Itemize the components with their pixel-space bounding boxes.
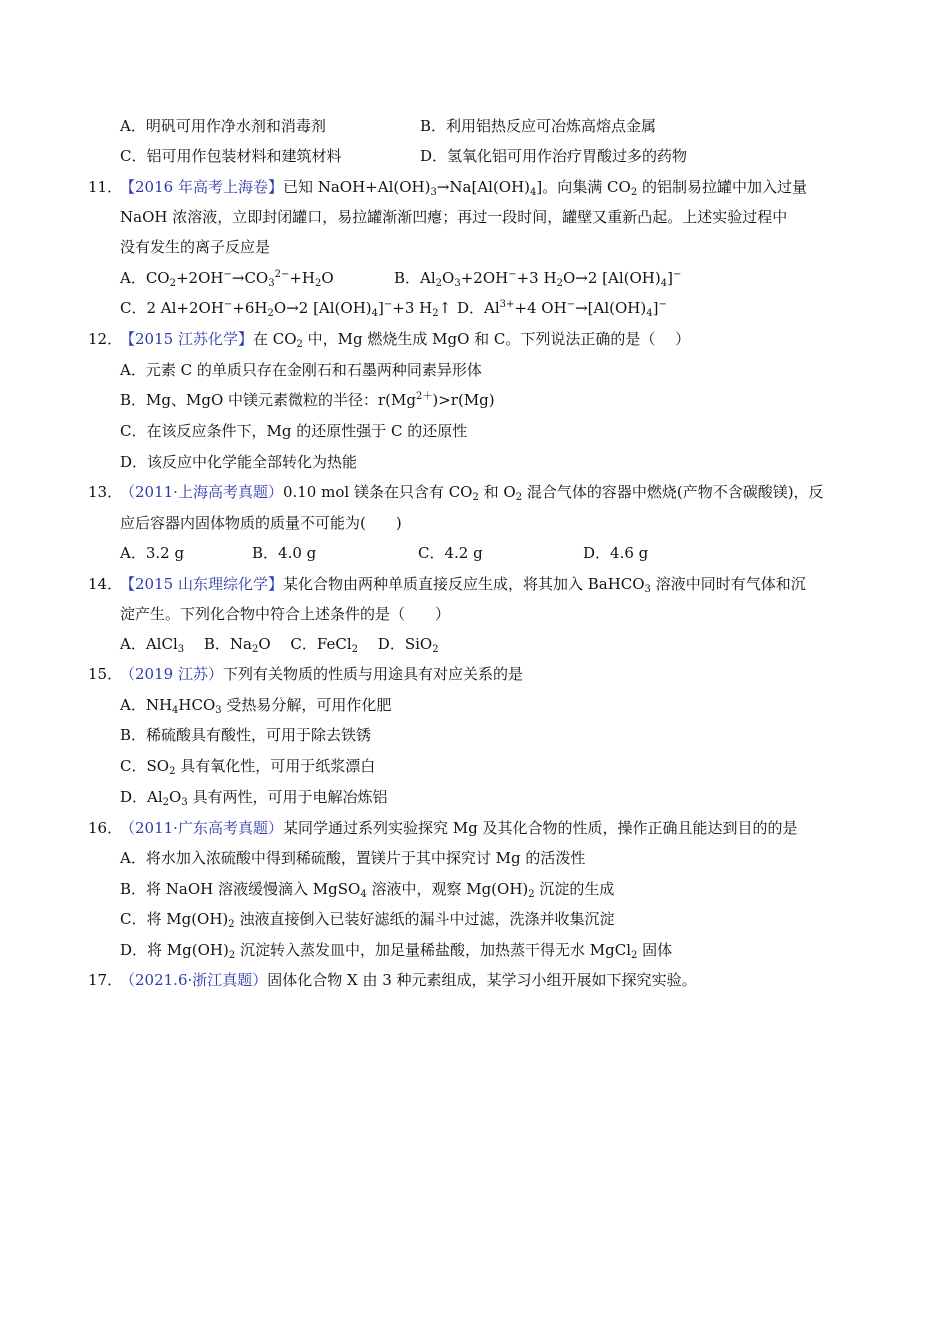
- question-source: 【2016 年高考上海卷】: [120, 178, 283, 196]
- q10-option-d: D．氢氧化铝可用作治疗胃酸过多的药物: [420, 147, 688, 165]
- q10-option-a: A．明矾可用作净水剂和消毒剂: [120, 117, 326, 135]
- q10-option-c: C．铝可用作包装材料和建筑材料: [120, 147, 342, 165]
- question-12-stem: 【2015 江苏化学】在 $CO_2$ 中，Mg 燃烧生成 MgO 和 C。下列说法正确的是（ ）: [120, 330, 691, 350]
- q12-option-a: A．元素 C 的单质只存在金刚石和石墨两种同素异形体: [120, 361, 482, 379]
- q11-option-c: C．2 $Al+2OH^-+6H_2O\to 2$ $[Al(OH)_4]^-+3$ $H_2↑$: [120, 299, 452, 319]
- question-11-line3: 没有发生的离子反应是: [120, 238, 271, 256]
- question-number: 14．: [88, 575, 123, 593]
- q15-option-a: A．$NH_4HCO_3$ 受热易分解，可用作化肥: [120, 696, 392, 716]
- q13-option-a: A．3.2 g: [120, 544, 185, 562]
- question-14-line2: 淀产生。下列化合物中符合上述条件的是（ ）: [120, 605, 451, 623]
- question-11-line2: NaOH 浓溶液，立即封闭罐口，易拉罐渐渐凹瘪；再过一段时间，罐壁又重新凸起。上述实验过程中: [120, 208, 788, 226]
- question-14-stem: 【2015 山东理综化学】某化合物由两种单质直接反应生成，将其加入 BaHCO$_3$ 溶液中同时有气体和沉: [120, 575, 806, 595]
- question-source: （2021.6·浙江真题）: [120, 971, 268, 989]
- question-16-stem: （2011·广东高考真题）某同学通过系列实验探究 Mg 及其化合物的性质，操作正确且能达到目的的是: [120, 819, 798, 837]
- q11-option-b: B．$Al_2O_3+2OH^-+3$ $H_2O\to 2$ $[Al(OH)_4]^-$: [394, 269, 682, 289]
- q15-option-b: B．稀硫酸具有酸性，可用于除去铁锈: [120, 726, 372, 744]
- question-17-stem: （2021.6·浙江真题）固体化合物 X 由 3 种元素组成，某学习小组开展如下探究实验。: [120, 971, 697, 989]
- q14-options: A．AlCl$_3$ B．$Na_2O$ C．FeCl$_2$ D．SiO$_2$: [120, 635, 439, 655]
- q13-option-b: B．4.0 g: [252, 544, 317, 562]
- question-number: 11．: [88, 178, 123, 196]
- q12-option-c: C．在该反应条件下，Mg 的还原性强于 C 的还原性: [120, 422, 468, 440]
- question-source: （2011·上海高考真题）: [120, 483, 283, 501]
- q16-option-a: A．将水加入浓硫酸中得到稀硫酸，置镁片于其中探究讨 Mg 的活泼性: [120, 849, 586, 867]
- q16-option-d: D．将 $Mg(OH)_2$ 沉淀转入蒸发皿中，加足量稀盐酸，加热蒸干得无水 MgCl$_2$ 固体: [120, 941, 673, 961]
- question-13-stem: （2011·上海高考真题）0.10 mol 镁条在只含有 $CO_2$ 和 $O_2$ 混合气体的容器中燃烧(产物不含碳酸镁)，反: [120, 483, 824, 503]
- question-number: 13．: [88, 483, 123, 501]
- question-number: 15．: [88, 665, 123, 683]
- question-11-stem: 【2016 年高考上海卷】已知 $NaOH+Al(OH)_3\to Na[Al(OH)_4]$。向集满 $CO_2$ 的铝制易拉罐中加入过量: [120, 178, 807, 198]
- question-number: 17．: [88, 971, 123, 989]
- q10-option-b: B．利用铝热反应可冶炼高熔点金属: [420, 117, 657, 135]
- q16-option-b: B．将 NaOH 溶液缓慢滴入 MgSO$_4$ 溶液中，观察 $Mg(OH)_2$ 沉淀的生成: [120, 880, 615, 900]
- question-15-stem: （2019 江苏）下列有关物质的性质与用途具有对应关系的是: [120, 665, 523, 683]
- question-source: （2011·广东高考真题）: [120, 819, 283, 837]
- question-source: 【2015 江苏化学】: [120, 330, 253, 348]
- q16-option-c: C．将 $Mg(OH)_2$ 浊液直接倒入已装好滤纸的漏斗中过滤，洗涤并收集沉淀: [120, 910, 615, 930]
- question-13-line2: 应后容器内固体物质的质量不可能为( ): [120, 514, 402, 532]
- q12-option-d: D．该反应中化学能全部转化为热能: [120, 453, 358, 471]
- q13-option-d: D．4.6 g: [583, 544, 649, 562]
- question-number: 16．: [88, 819, 123, 837]
- question-number: 12．: [88, 330, 123, 348]
- q11-option-d: D．$Al^{3+}+4$ $OH^-\to[Al(OH)_4]^-$: [457, 299, 667, 319]
- q15-option-d: D．$Al_2O_3$ 具有两性，可用于电解冶炼铝: [120, 788, 388, 808]
- q15-option-c: C．$SO_2$ 具有氧化性，可用于纸浆漂白: [120, 757, 376, 777]
- q12-option-b: B．Mg、MgO 中镁元素微粒的半径：$r(Mg^{2+})>r(Mg)$: [120, 391, 495, 409]
- q11-option-a: A．$CO_2+2OH^-\to CO_3^{2-}+H_2O$: [120, 269, 334, 289]
- question-source: 【2015 山东理综化学】: [120, 575, 283, 593]
- question-source: （2019 江苏）: [120, 665, 223, 683]
- q13-option-c: C．4.2 g: [418, 544, 483, 562]
